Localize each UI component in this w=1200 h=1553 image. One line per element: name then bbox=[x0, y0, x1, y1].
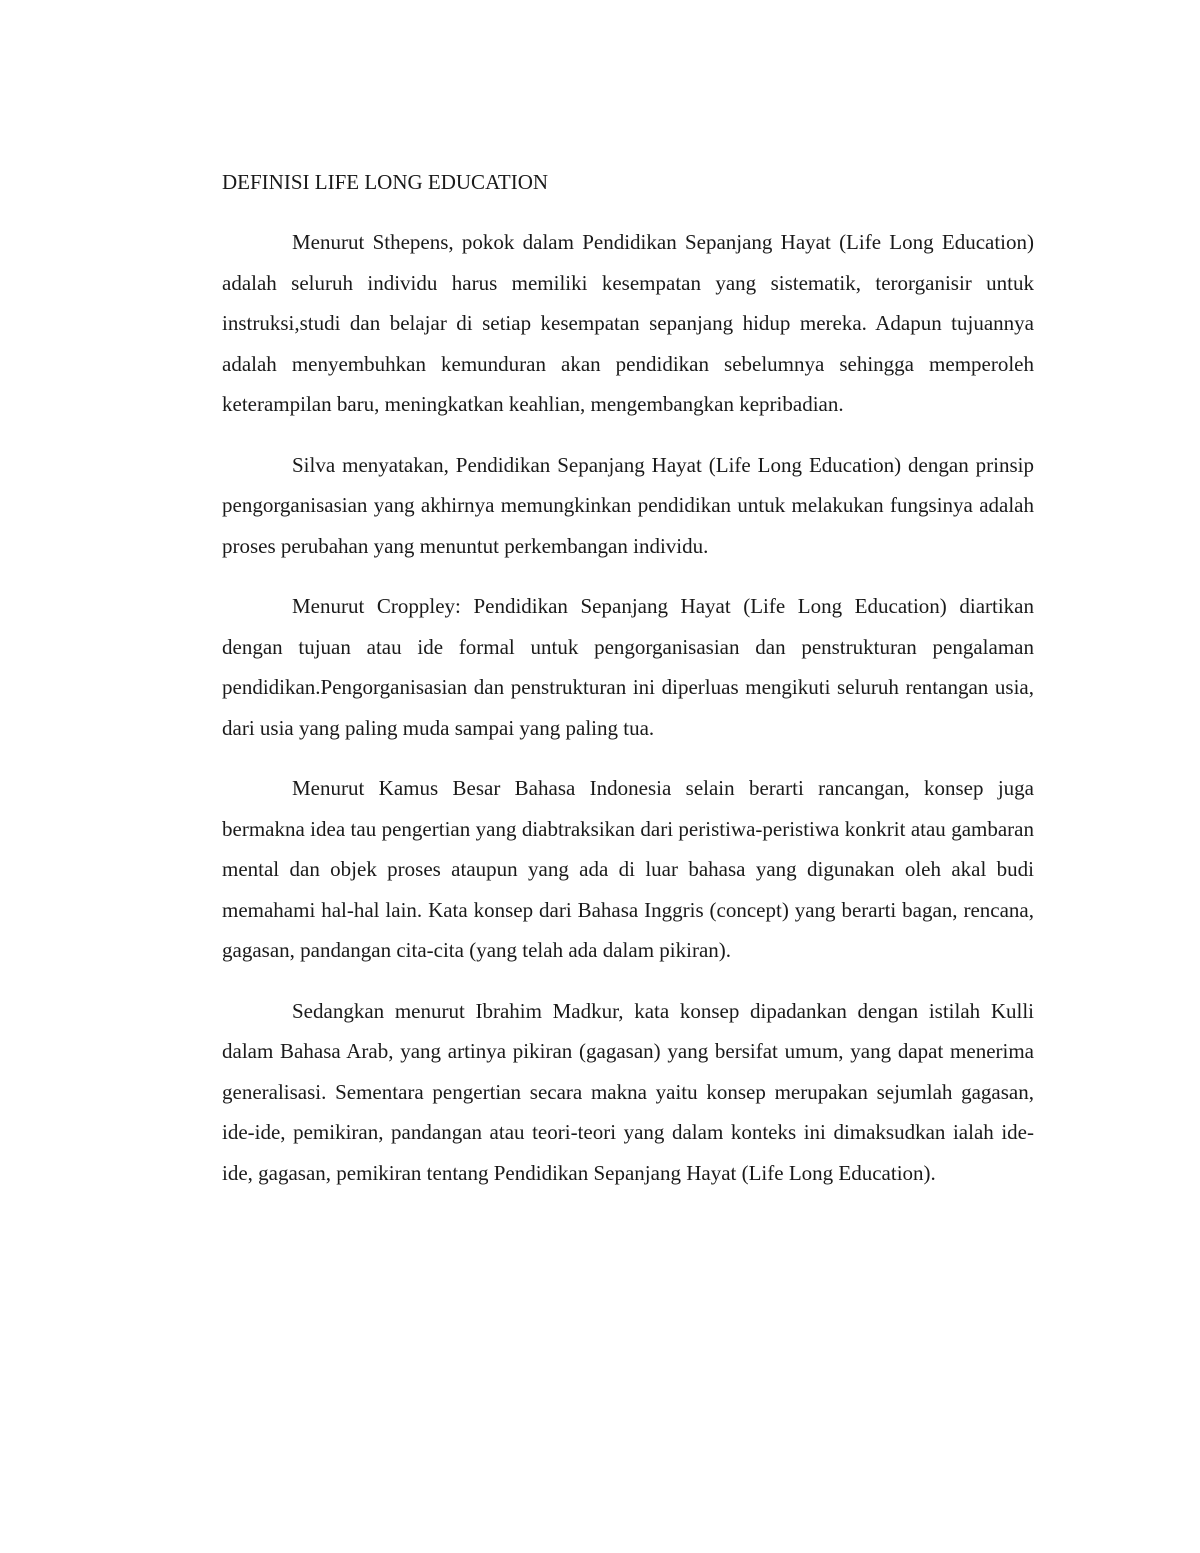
paragraph-sthepens: Menurut Sthepens, pokok dalam Pendidikan Sepanjang Hayat (Life Long Education) adalah seluruh individu harus memiliki kesempatan yang sistematik, terorganisir untuk instruksi,studi dan belajar di setiap kesempatan sepanjang hidup mereka. Adapun tujuannya adalah menyembuhkan kemunduran akan pendidikan sebelumnya sehingga memperoleh keterampilan baru, meningkatkan keahlian, mengembangkan kepribadian. bbox=[222, 230, 1034, 416]
paragraph-madkur: Sedangkan menurut Ibrahim Madkur, kata konsep dipadankan dengan istilah Kulli dalam Bahasa Arab, yang artinya pikiran (gagasan) yang bersifat umum, yang dapat menerima generalisasi. Sementara pengertian secara makna yaitu konsep merupakan sejumlah gagasan, ide-ide, pemikiran, pandangan atau teori-teori yang dalam konteks ini dimaksudkan ialah ide-ide, gagasan, pemikiran tentang Pendidikan Sepanjang Hayat (Life Long Education). bbox=[222, 998, 1034, 1185]
paragraph-silva: Silva menyatakan, Pendidikan Sepanjang Hayat (Life Long Education) dengan prinsip pengorganisasian yang akhirnya memungkinkan pendidikan untuk melakukan fungsinya adalah proses perubahan yang menuntut perkembangan individu. bbox=[222, 452, 1034, 558]
paragraph-kbbi: Menurut Kamus Besar Bahasa Indonesia selain berarti rancangan, konsep juga bermakna idea tau pengertian yang diabtraksikan dari peristiwa-peristiwa konkrit atau gambaran mental dan objek proses ataupun yang ada di luar bahasa yang digunakan oleh akal budi memahami hal-hal lain. Kata konsep dari Bahasa Inggris (concept) yang berarti bagan, rencana, gagasan, pandangan cita-cita (yang telah ada dalam pikiran). bbox=[222, 776, 1034, 962]
paragraph-croppley: Menurut Croppley: Pendidikan Sepanjang Hayat (Life Long Education) diartikan dengan tujuan atau ide formal untuk pengorganisasian dan penstrukturan pengalaman pendidikan.Pengorganisasian dan penstrukturan ini diperluas mengikuti seluruh rentangan usia, dari usia yang paling muda sampai yang paling tua. bbox=[222, 594, 1034, 740]
document-title: DEFINISI LIFE LONG EDUCATION bbox=[222, 170, 549, 194]
document-page bbox=[222, 166, 1034, 1213]
